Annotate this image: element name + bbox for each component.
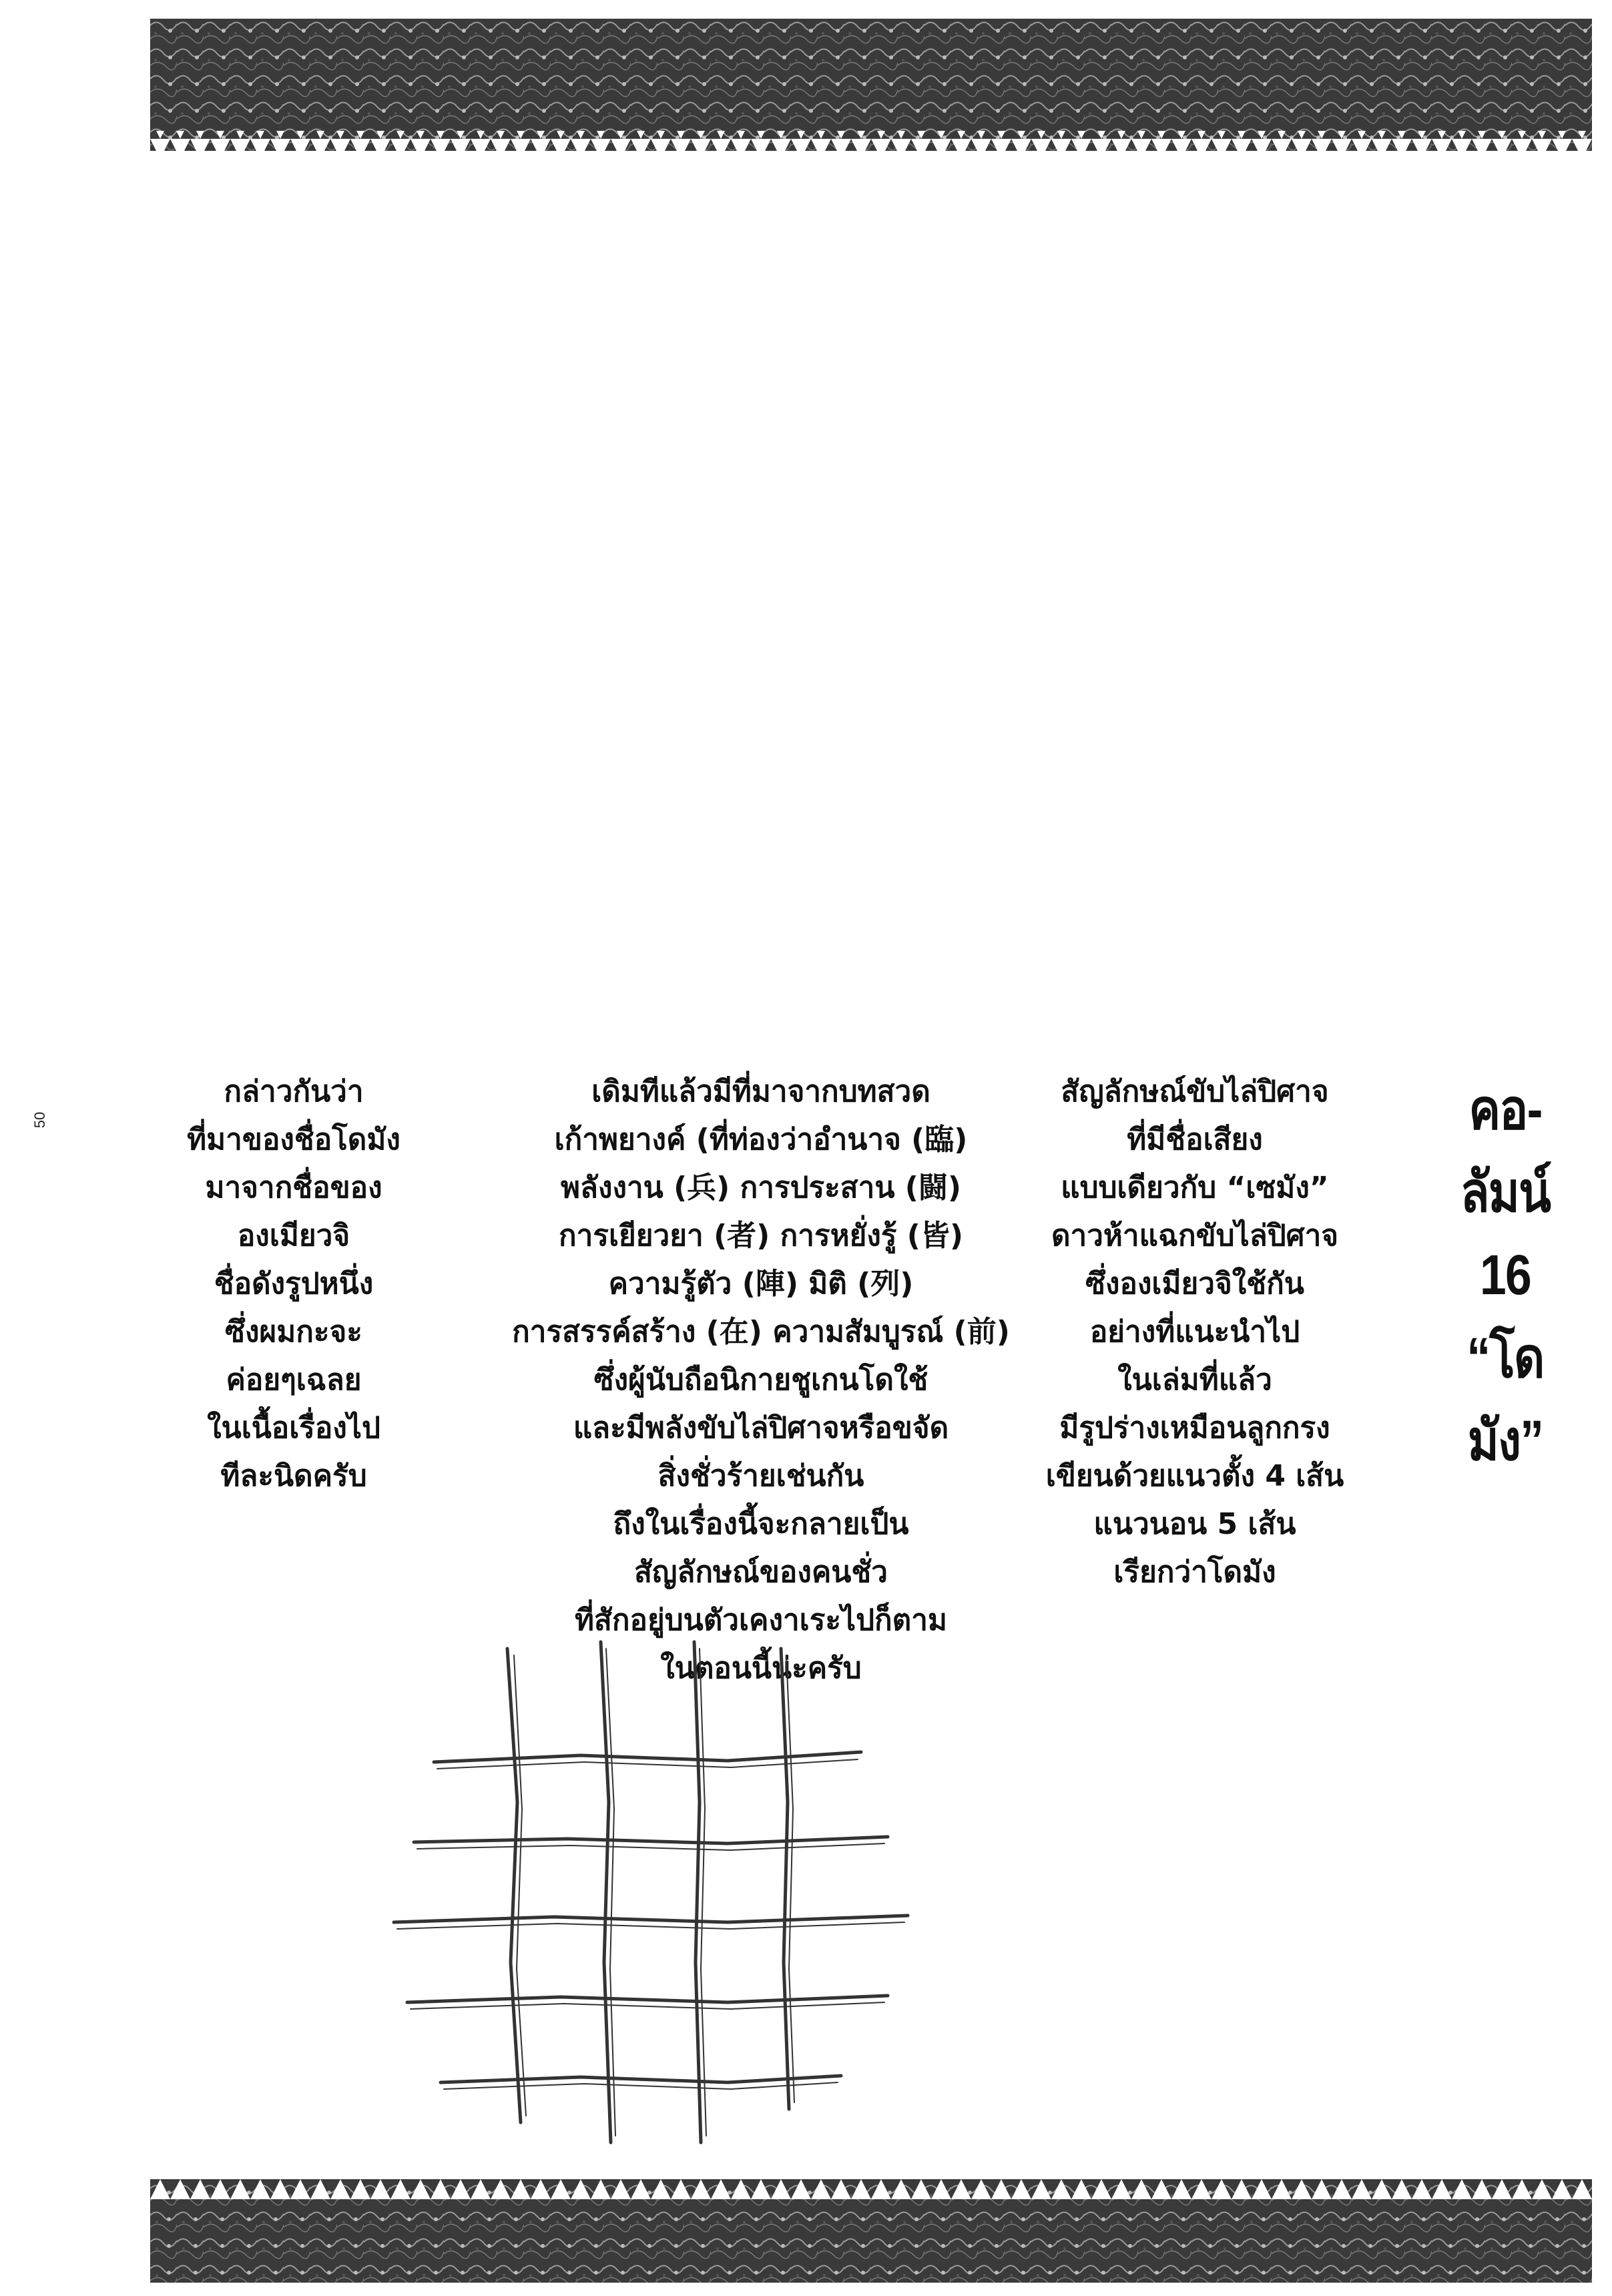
text-line: ในเล่มที่แล้ว — [1117, 1363, 1272, 1397]
text-line: เรียกว่าโดมัง — [1113, 1555, 1276, 1589]
text-line: ที่มาของชื่อโดมัง — [187, 1123, 400, 1157]
text-line: ดาวห้าแฉกขับไล่ปิศาจ — [1051, 1219, 1339, 1253]
text-line: การเยียวยา (者) การหยั่งรู้ (皆) — [558, 1219, 964, 1253]
text-column-left — [164, 1068, 424, 1500]
text-line: และมีพลังขับไล่ปิศาจหรือขจัด — [573, 1411, 949, 1445]
text-line: ซึ่งผมกะจะ — [225, 1315, 362, 1349]
column-title — [1428, 1068, 1582, 1482]
text-line: เก้าพยางค์ (ที่ท่องว่าอำนาจ (臨) — [554, 1123, 968, 1157]
page-number: 50 — [31, 1111, 49, 1129]
text-line: การสรรค์สร้าง (在) ความสัมบูรณ์ (前) — [512, 1315, 1010, 1349]
text-line: อย่างที่แนะนำไป — [1089, 1315, 1300, 1349]
text-line: ในเนื้อเรื่องไป — [207, 1411, 380, 1445]
text-line: ในตอนนี้น่ะครับ — [660, 1651, 862, 1685]
title-line: “โด — [1466, 1326, 1544, 1389]
title-line: 16 — [1479, 1243, 1531, 1306]
title-line: มัง” — [1467, 1409, 1543, 1472]
text-line: ทีละนิดครับ — [220, 1459, 367, 1493]
title-line: ลัมน์ — [1460, 1161, 1551, 1223]
text-line: มีรูปร่างเหมือนลูกกรง — [1059, 1411, 1330, 1445]
text-line: มาจากชื่อของ — [205, 1171, 382, 1205]
bottom-decorative-band — [150, 2179, 1592, 2283]
text-column-middle — [441, 1068, 1081, 1693]
text-column-right — [988, 1068, 1402, 1597]
text-line: แบบเดียวกับ “เซมัง” — [1061, 1171, 1329, 1205]
text-line: แนวนอน 5 เส้น — [1093, 1507, 1296, 1541]
top-decorative-band — [150, 19, 1592, 151]
text-line: กล่าวกันว่า — [224, 1075, 364, 1109]
text-line: พลังงาน (兵) การประสาน (闘) — [561, 1171, 961, 1205]
text-line: สัญลักษณ์ของคนชั่ว — [634, 1555, 888, 1589]
text-line: ซึ่งผู้นับถือนิกายชูเกนโดใช้ — [593, 1363, 928, 1397]
text-line: ความรู้ตัว (陣) มิติ (列) — [608, 1267, 914, 1301]
text-line: องเมียวจิ — [237, 1219, 350, 1253]
text-line: ถึงในเรื่องนี้จะกลายเป็น — [613, 1507, 909, 1541]
text-line: เดิมทีแล้วมีที่มาจากบทสวด — [591, 1075, 930, 1109]
text-line: ชื่อดังรูปหนึ่ง — [214, 1267, 374, 1301]
title-line: คอ- — [1468, 1078, 1542, 1141]
text-line: เขียนด้วยแนวตั้ง 4 เส้น — [1045, 1459, 1344, 1493]
text-line: ค่อยๆเฉลย — [226, 1363, 362, 1397]
text-line: ที่สักอยู่บนตัวเคงาเระไปก็ตาม — [575, 1603, 947, 1637]
doman-grid-sketch-icon — [380, 1629, 914, 2149]
text-line: สิ่งชั่วร้ายเช่นกัน — [657, 1459, 864, 1493]
text-line: สัญลักษณ์ขับไล่ปิศาจ — [1061, 1075, 1329, 1109]
text-line: ซึ่งองเมียวจิใช้กัน — [1085, 1267, 1304, 1301]
text-line: ที่มีชื่อเสียง — [1127, 1123, 1263, 1157]
